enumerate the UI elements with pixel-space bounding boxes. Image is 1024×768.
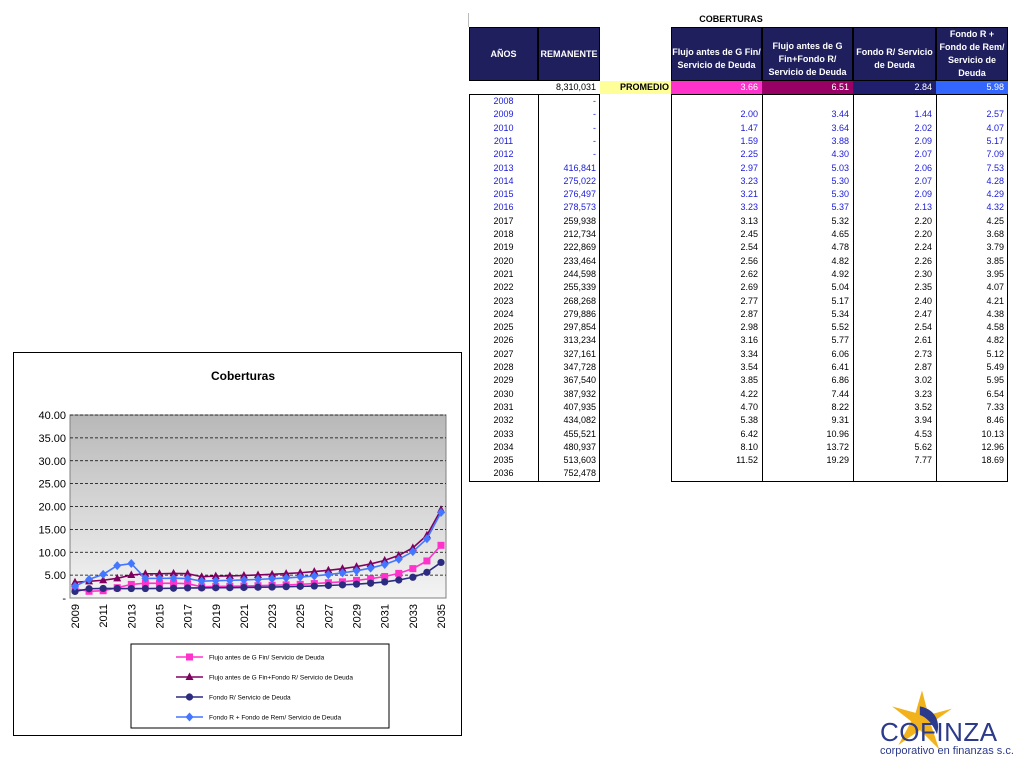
series-2-point — [297, 583, 304, 590]
cell-year: 2020 — [493, 255, 514, 266]
cell-c2: 4.78 — [831, 242, 849, 253]
cell-c3: 2.54 — [914, 322, 932, 333]
cell-c2: 5.52 — [831, 322, 849, 333]
cell-rem: 347,728 — [563, 362, 596, 372]
cell-c1: 11.52 — [736, 455, 758, 466]
cell-c2: 4.92 — [831, 268, 849, 279]
cell-rem: 313,234 — [563, 335, 596, 346]
cell-c2: 5.03 — [831, 162, 849, 173]
cell-year: 2009 — [493, 109, 514, 120]
cell-year: 2028 — [493, 362, 514, 372]
cell-year: 2013 — [493, 162, 514, 173]
cell-year: 2026 — [493, 335, 514, 346]
y-tick-label: 40.00 — [38, 410, 66, 422]
promedio-c2: 6.51 — [762, 81, 853, 94]
cell-c1: 2.97 — [740, 162, 758, 173]
cell-c1: 1.59 — [740, 135, 758, 146]
cell-year: 2023 — [493, 295, 514, 306]
series-2-point — [170, 585, 177, 592]
series-2-point — [85, 585, 92, 592]
cell-c1: 2.98 — [740, 322, 758, 333]
header-fondo-rem: Fondo R + Fondo de Rem/ Servicio de Deuda — [936, 27, 1008, 81]
y-tick-label: 35.00 — [38, 432, 66, 445]
cell-c2: 4.30 — [831, 149, 849, 160]
cell-c2: 3.44 — [831, 109, 849, 120]
cell-c1: 3.16 — [740, 335, 758, 346]
cell-rem: 255,339 — [563, 282, 596, 293]
x-tick-label: 2035 — [436, 604, 448, 629]
cell-rem: 233,464 — [563, 255, 596, 266]
coberturas-chart — [13, 352, 462, 736]
header-flujo-fin: Flujo antes de G Fin/ Servicio de Deuda — [671, 27, 762, 81]
cell-rem: 407,935 — [563, 401, 596, 412]
series-2-point — [311, 582, 318, 589]
cell-c4: 4.32 — [986, 202, 1004, 213]
cell-year: 2022 — [493, 282, 514, 293]
sheet-gridline — [468, 13, 469, 27]
cell-c3: 3.94 — [914, 415, 932, 426]
cell-c2: 5.30 — [831, 175, 849, 186]
cell-c3: 2.24 — [914, 242, 932, 253]
series-2-point — [381, 578, 388, 585]
cell-rem: 752,478 — [563, 468, 596, 479]
series-2-point — [325, 582, 332, 589]
legend-label-0: Flujo antes de G Fin/ Servicio de Deuda — [209, 654, 325, 662]
legend-label-2: Fondo R/ Servicio de Deuda — [209, 694, 291, 702]
series-2-point — [437, 559, 444, 566]
cell-c3: 2.40 — [914, 295, 932, 306]
series-2-point — [226, 584, 233, 591]
cell-rem: 327,161 — [563, 348, 596, 359]
cell-year: 2021 — [493, 268, 514, 279]
cell-rem: 416,841 — [563, 162, 596, 173]
cell-c3: 1.44 — [914, 109, 932, 120]
cell-rem: 278,573 — [563, 202, 596, 213]
cell-rem: - — [593, 109, 596, 120]
cell-rem: 297,854 — [563, 322, 596, 333]
cell-year: 2033 — [493, 428, 514, 439]
cell-c4: 5.12 — [986, 348, 1004, 359]
legend-marker-0 — [186, 654, 193, 661]
y-tick-label: 20.00 — [38, 501, 66, 514]
table-title: COBERTURAS — [699, 14, 763, 24]
x-tick-label: 2023 — [267, 604, 280, 629]
cell-c1: 4.70 — [740, 401, 758, 412]
cell-c2: 3.64 — [831, 122, 849, 133]
cell-rem: 513,603 — [563, 455, 596, 466]
cell-c3: 2.06 — [914, 162, 932, 173]
cell-c4: 3.85 — [986, 255, 1004, 266]
promedio-c4: 5.98 — [936, 81, 1008, 94]
cell-c1: 3.13 — [740, 215, 758, 226]
cell-c3: 2.13 — [914, 202, 932, 213]
cell-c4: 4.58 — [986, 322, 1004, 333]
cell-c4: 2.57 — [986, 109, 1004, 120]
cell-c2: 3.88 — [831, 135, 849, 146]
promedio-row — [469, 81, 1008, 94]
series-2-point — [254, 584, 261, 591]
cell-c4: 8.46 — [986, 415, 1004, 426]
x-tick-label: 2019 — [210, 604, 223, 629]
series-2-point — [367, 580, 374, 587]
series-2-point — [142, 585, 149, 592]
cell-c2: 9.31 — [831, 415, 849, 426]
cell-c3: 2.20 — [914, 215, 932, 226]
cell-c3: 4.53 — [914, 428, 932, 439]
cell-c4: 4.21 — [986, 295, 1004, 306]
cell-rem: 222,869 — [563, 242, 596, 253]
cell-c3: 2.47 — [914, 308, 932, 319]
cell-c2: 8.22 — [831, 401, 849, 412]
cell-c4: 3.79 — [986, 242, 1004, 253]
series-2-point — [395, 576, 402, 583]
x-tick-label: 2011 — [98, 604, 111, 628]
cell-c1: 2.62 — [740, 268, 758, 279]
cell-c3: 2.20 — [914, 229, 932, 239]
series-2-point — [423, 569, 430, 576]
cell-c1: 2.56 — [740, 255, 758, 266]
cell-c3: 2.07 — [914, 175, 932, 186]
promedio-label: PROMEDIO — [600, 81, 671, 94]
x-tick-label: 2017 — [182, 604, 195, 629]
cell-c3: 2.09 — [914, 135, 932, 146]
cell-c3: 3.23 — [914, 388, 932, 399]
cell-c2: 5.32 — [831, 215, 849, 226]
cell-year: 2027 — [493, 348, 514, 359]
cell-c3: 2.07 — [914, 149, 932, 160]
y-tick-label: 30.00 — [38, 455, 66, 468]
cell-rem: 276,497 — [563, 189, 596, 200]
promedio-remanente: 8,310,031 — [555, 82, 596, 92]
cell-c1: 8.10 — [740, 441, 758, 452]
cell-year: 2010 — [493, 122, 514, 133]
series-0-point — [438, 542, 445, 549]
cell-year: 2011 — [493, 135, 514, 146]
series-2-point — [353, 581, 360, 588]
cell-rem: - — [593, 96, 596, 106]
cell-c3: 2.09 — [914, 189, 932, 200]
header-fondo-r: Fondo R/ Servicio de Deuda — [853, 27, 936, 81]
series-2-point — [268, 583, 275, 590]
cell-rem: 212,734 — [563, 229, 596, 239]
cell-rem: 279,886 — [563, 308, 596, 319]
cell-c2: 5.17 — [831, 295, 849, 306]
series-0-point — [409, 565, 416, 572]
cell-c1: 2.69 — [740, 282, 758, 293]
cell-rem: - — [593, 135, 596, 146]
cell-c3: 3.52 — [914, 401, 932, 412]
cell-c4: 4.28 — [986, 175, 1004, 186]
cell-rem: 259,938 — [563, 215, 596, 226]
x-tick-label: 2029 — [351, 604, 364, 629]
chart-title: Coberturas — [210, 369, 276, 383]
x-tick-label: 2033 — [407, 604, 420, 629]
series-2-point — [409, 574, 416, 581]
cell-c1: 3.85 — [740, 375, 758, 386]
legend-marker-2 — [186, 693, 193, 700]
cell-c4: 5.95 — [986, 375, 1004, 386]
cell-c1: 1.47 — [740, 122, 758, 133]
cell-rem: - — [593, 122, 596, 133]
cell-year: 2024 — [493, 308, 514, 319]
cell-c4: 3.95 — [986, 268, 1004, 279]
cell-c4: 18.69 — [981, 455, 1004, 466]
cell-c4: 4.82 — [986, 335, 1004, 346]
logo-name: COFINZA — [880, 717, 998, 747]
cell-year: 2035 — [493, 455, 514, 466]
y-tick-label: 25.00 — [38, 478, 66, 491]
cell-c2: 4.65 — [831, 229, 849, 239]
cell-c3: 2.26 — [914, 255, 932, 266]
cell-year: 2036 — [493, 468, 514, 479]
cell-c2: 6.06 — [831, 348, 849, 359]
series-2-point — [212, 584, 219, 591]
cell-c1: 6.42 — [740, 428, 758, 439]
x-tick-label: 2009 — [70, 604, 82, 629]
cell-rem: 367,540 — [563, 375, 596, 386]
cell-c2: 7.44 — [831, 388, 849, 399]
cell-c1: 2.77 — [740, 295, 758, 306]
legend-label-3: Fondo R + Fondo de Rem/ Servicio de Deuda — [209, 714, 342, 722]
cell-rem: 387,932 — [563, 388, 596, 399]
header-anios: AÑOS — [469, 27, 538, 81]
cell-year: 2030 — [493, 388, 514, 399]
cell-c1: 2.54 — [740, 242, 758, 253]
cell-c4: 5.17 — [986, 135, 1004, 146]
cell-c4: 7.33 — [986, 401, 1004, 412]
cell-c3: 2.30 — [914, 268, 932, 279]
x-tick-label: 2025 — [295, 604, 308, 629]
x-tick-label: 2015 — [154, 604, 167, 629]
cell-c3: 2.35 — [914, 282, 932, 293]
cell-rem: - — [593, 149, 596, 160]
y-tick-label: 5.00 — [44, 570, 66, 583]
series-0-point — [423, 557, 430, 564]
cell-year: 2019 — [493, 242, 514, 253]
cell-year: 2031 — [493, 401, 514, 412]
cell-year: 2015 — [493, 189, 514, 200]
cell-c4: 4.07 — [986, 122, 1004, 133]
y-tick-label: 15.00 — [38, 524, 66, 537]
cell-c3: 5.62 — [914, 441, 932, 452]
cell-c4: 7.53 — [986, 162, 1004, 173]
promedio-c1: 3.66 — [671, 81, 762, 94]
x-tick-label: 2027 — [323, 604, 336, 629]
cell-c3: 2.87 — [914, 362, 932, 372]
cell-rem: 275,022 — [563, 175, 596, 186]
cell-c4: 4.07 — [986, 282, 1004, 293]
cell-c3: 7.77 — [914, 455, 932, 466]
cell-c2: 19.29 — [826, 455, 849, 466]
cell-c1: 3.54 — [740, 362, 758, 372]
cell-c1: 3.23 — [740, 202, 758, 213]
cell-year: 2029 — [493, 375, 514, 386]
cell-c4: 4.38 — [986, 308, 1004, 319]
legend-label-1: Flujo antes de G Fin+Fondo R/ Servicio de Deuda — [209, 674, 353, 682]
cell-c1: 2.87 — [740, 308, 758, 319]
x-tick-label: 2021 — [238, 604, 251, 629]
cell-rem: 480,937 — [563, 441, 596, 452]
cell-c2: 4.82 — [831, 255, 849, 266]
header-flujo-fondo: Flujo antes de G Fin+Fondo R/ Servicio de Deuda — [762, 27, 853, 81]
series-2-point — [156, 585, 163, 592]
cell-c2: 5.37 — [831, 202, 849, 213]
cell-c3: 2.61 — [914, 335, 932, 346]
cell-c2: 5.77 — [831, 335, 849, 346]
series-0-point — [395, 570, 402, 577]
cell-year: 2008 — [493, 96, 514, 106]
cell-c1: 3.23 — [740, 175, 758, 186]
cell-year: 2012 — [493, 149, 514, 160]
cell-year: 2018 — [493, 229, 514, 239]
cell-c2: 13.72 — [826, 441, 849, 452]
cell-year: 2016 — [493, 202, 514, 213]
cell-rem: 268,268 — [563, 295, 596, 306]
cell-c2: 5.30 — [831, 189, 849, 200]
cell-year: 2034 — [493, 441, 514, 452]
cell-c4: 7.09 — [986, 149, 1004, 160]
cell-year: 2025 — [493, 322, 514, 333]
cell-c4: 5.49 — [986, 362, 1004, 372]
cell-c1: 2.25 — [740, 149, 758, 160]
series-2-point — [128, 585, 135, 592]
cell-rem: 434,082 — [563, 415, 596, 426]
cell-c2: 5.34 — [831, 308, 849, 319]
cell-c4: 6.54 — [986, 388, 1004, 399]
cell-rem: 244,598 — [563, 268, 596, 279]
cell-c1: 2.00 — [740, 109, 758, 120]
cell-c3: 2.02 — [914, 122, 932, 133]
cell-c1: 2.45 — [740, 229, 758, 239]
y-tick-label: 10.00 — [38, 547, 66, 560]
cell-year: 2032 — [493, 415, 514, 426]
x-tick-label: 2013 — [126, 604, 139, 629]
cell-c1: 3.21 — [740, 189, 758, 200]
cell-c1: 4.22 — [740, 388, 758, 399]
series-2-point — [240, 584, 247, 591]
series-2-point — [339, 581, 346, 588]
cell-c2: 10.96 — [826, 428, 849, 439]
cell-c3: 2.73 — [914, 348, 932, 359]
y-tick-label: - — [62, 593, 66, 605]
cell-c2: 5.04 — [831, 282, 849, 293]
header-remanente: REMANENTE — [538, 27, 600, 81]
cell-c1: 3.34 — [740, 348, 758, 359]
cell-c4: 4.29 — [986, 189, 1004, 200]
series-2-point — [184, 584, 191, 591]
cell-c4: 4.25 — [986, 215, 1004, 226]
cell-year: 2014 — [493, 175, 514, 186]
cell-c2: 6.41 — [831, 362, 849, 372]
logo-tagline: corporativo en finanzas s.c. — [880, 745, 1014, 757]
cell-c2: 6.86 — [831, 375, 849, 386]
cell-year: 2017 — [493, 215, 514, 226]
cell-c4: 3.68 — [986, 229, 1004, 239]
series-2-point — [114, 585, 121, 592]
cell-c4: 12.96 — [981, 441, 1004, 452]
cell-rem: 455,521 — [563, 428, 596, 439]
x-tick-label: 2031 — [379, 604, 392, 629]
promedio-c3: 2.84 — [853, 81, 936, 94]
series-2-point — [283, 583, 290, 590]
series-2-point — [100, 585, 107, 592]
cell-c4: 10.13 — [981, 428, 1004, 439]
cell-c1: 5.38 — [740, 415, 758, 426]
cell-c3: 3.02 — [914, 375, 932, 386]
